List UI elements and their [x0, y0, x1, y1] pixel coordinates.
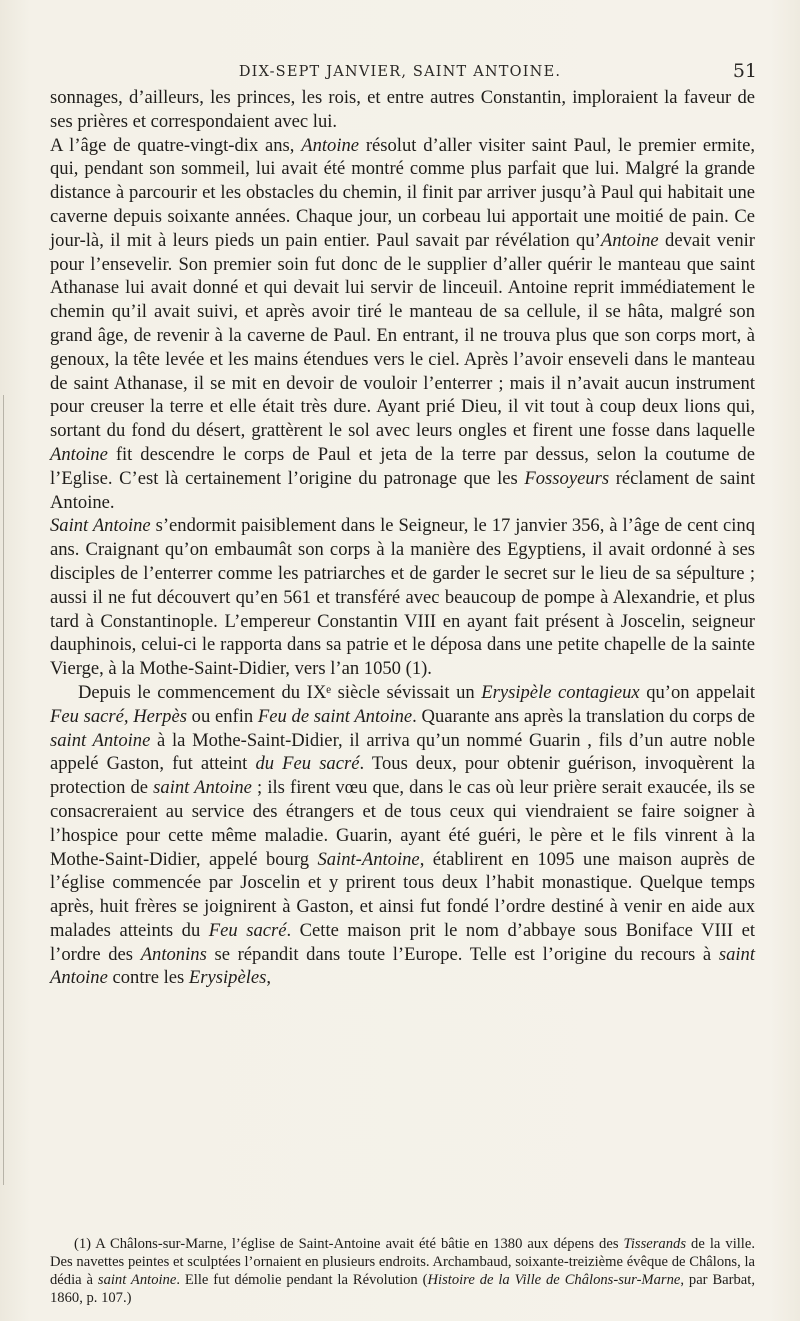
text-run: (1) A Châlons-sur-Marne, l’église de Saint-Antoine avait été bâtie en 1380 aux dépens des	[74, 1236, 624, 1252]
paragraph	[50, 86, 755, 134]
text-run: se répandit dans toute l’Europe. Telle est l’origine du recours à	[206, 943, 719, 965]
page-number: 51	[732, 60, 757, 82]
text-run: contre les	[107, 967, 189, 989]
italic-text: Antoine	[600, 229, 659, 251]
italic-text: saint Antoine	[153, 777, 252, 799]
italic-text: Fossoyeurs	[524, 467, 610, 489]
text-run: ou enfin	[186, 705, 258, 727]
italic-text: Saint Antoine	[50, 515, 151, 537]
text-run: , par Barbat, 1860, p. 107.)	[50, 1272, 755, 1306]
italic-text: saint Antoine	[50, 729, 151, 751]
italic-text: Erysipèles	[188, 967, 267, 989]
text-run: sonnages, d’ailleurs, les princes, les rois, et entre autres Constantin, imploraient la faveur de ses prières et correspondaient avec lui.	[50, 87, 755, 132]
text-run: ,	[266, 967, 272, 989]
text-run: qu’on appelait	[639, 681, 755, 703]
text-run: devait venir pour l’ensevelir. Son premier soin fut donc de le supplier d’aller quérir le manteau que saint Athanase lui avait donné et qui devait lui servir de linceuil. Antoine reprit immédiatement le chemin qu’il avait suivi, et après avoir tiré le manteau de sa cellule, il se hâta, malgré son grand âge, de revenir à la caverne de Paul. En entrant, il ne trouva plus que son corps mort, à genoux, la tête levée et les mains étendues vers le ciel. Après l’avoir enseveli dans le manteau de saint Athanase, il se mit en devoir de vouloir l’enterrer ; mais il n’avait aucun instrument pour creuser la terre et elle était très dure. Ayant prié Dieu, il vit tout à coup deux lions qui, sortant du fond du désert, grattèrent le sol avec leurs ongles et firent une fosse dans laquelle	[50, 229, 755, 442]
italic-text: Feu sacré, Herpès	[50, 705, 187, 727]
text-run: fit descendre le corps de Paul et jeta de la terre par dessus, selon la coutume de l’Eglise. C’est là certainement l’origine du patronage que les	[50, 443, 755, 489]
text-run: , établirent en 1095 une maison auprès de l’église commencée par Joscelin et y prirent tous deux l’habit monastique. Quelque temps après, huit frères se joignirent à Gaston, et ainsi fut fondé l’ordre destiné à venir en aide aux malades atteints du	[50, 848, 755, 941]
paragraph	[50, 681, 755, 990]
italic-text: Antoine	[50, 443, 108, 465]
text-run: de la ville. Des navettes peintes et sculptées l’ornaient en plusieurs endroits. Archambaud, soixante-treizième évêque de Châlons, la dédia à	[50, 1236, 755, 1288]
running-title: DIX-SEPT JANVIER, SAINT ANTOINE.	[238, 64, 562, 80]
text-run: réclament de saint Antoine.	[50, 467, 755, 513]
italic-text: Erysipèle contagieux	[481, 681, 640, 703]
text-run: . Tous deux, pour obtenir guérison, invoquèrent la protection de	[50, 753, 755, 799]
paragraph	[50, 134, 755, 515]
italic-text: Histoire de la Ville de Châlons-sur-Marne	[427, 1272, 681, 1288]
italic-text: du Feu sacré	[255, 753, 360, 775]
paragraph	[50, 514, 755, 681]
text-run: à la Mothe-Saint-Didier, il arriva qu’un nommé Guarin , fils d’un autre noble appelé Gaston, fut atteint	[50, 729, 755, 775]
text-run: . Elle fut démolie pendant la Révolution (	[176, 1272, 428, 1288]
binding-edge-line	[3, 395, 4, 1185]
text-run: ; ils firent vœu que, dans le cas où leur prière serait exaucée, ils se consacreraient au service des étrangers et de tous ceux qui viendraient se faire soigner à l’hospice pour cette même maladie. Guarin, ayant été guéri, le père et le fils vinrent à la Mothe-Saint-Didier, appelé bourg	[50, 777, 756, 870]
italic-text: saint Antoine	[50, 943, 755, 989]
footnote	[50, 1235, 755, 1307]
text-run: . Quarante ans après la translation du corps de	[412, 705, 755, 727]
running-head	[0, 60, 800, 84]
text-run: A l’âge de quatre-vingt-dix ans,	[50, 134, 302, 156]
italic-text: Antonins	[140, 943, 207, 965]
text-run: Depuis le commencement du IXᵉ siècle sévissait un	[78, 681, 482, 703]
italic-text: Saint-Antoine	[317, 848, 420, 870]
text-run: résolut d’aller visiter saint Paul, le premier ermite, qui, pendant son sommeil, lui avait été montré comme plus parfait que lui. Malgré la grande distance à parcourir et les obstacles du chemin, il finit par arriver jusqu’à Paul qui habitait une caverne depuis soixante années. Chaque jour, un corbeau lui apportait une moitié de pain. Ce jour-là, il mit à leurs pieds un pain entier. Paul savait par révélation qu’	[50, 134, 755, 251]
italic-text: Feu de saint Antoine	[257, 705, 413, 727]
italic-text: Tisserands	[623, 1236, 686, 1252]
italic-text: Antoine	[301, 134, 360, 156]
text-run: . Cette maison prit le nom d’abbaye sous Boniface VIII et l’ordre des	[50, 919, 755, 965]
italic-text: Feu sacré	[208, 919, 287, 941]
text-run: s’endormit paisiblement dans le Seigneur, le 17 janvier 356, à l’âge de cent cinq ans. Craignant qu’on embaumât son corps à la manière des Egyptiens, il avait ordonné à ses disciples de l’enterrer comme les patriarches et de garder le secret sur le lieu de sa sépulture ; aussi il ne fut découvert qu’en 561 et transféré avec beaucoup de pompe à Alexandrie, et plus tard à Constantinople. L’empereur Constantin VIII en ayant fait présent à Joscelin, seigneur dauphinois, celui-ci le rapporta dans sa patrie et le déposa dans une petite chapelle de la sainte Vierge, à la Mothe-Saint-Didier, vers l’an 1050 (1).	[50, 515, 756, 680]
italic-text: saint Antoine	[97, 1272, 177, 1288]
body-text	[50, 86, 755, 990]
